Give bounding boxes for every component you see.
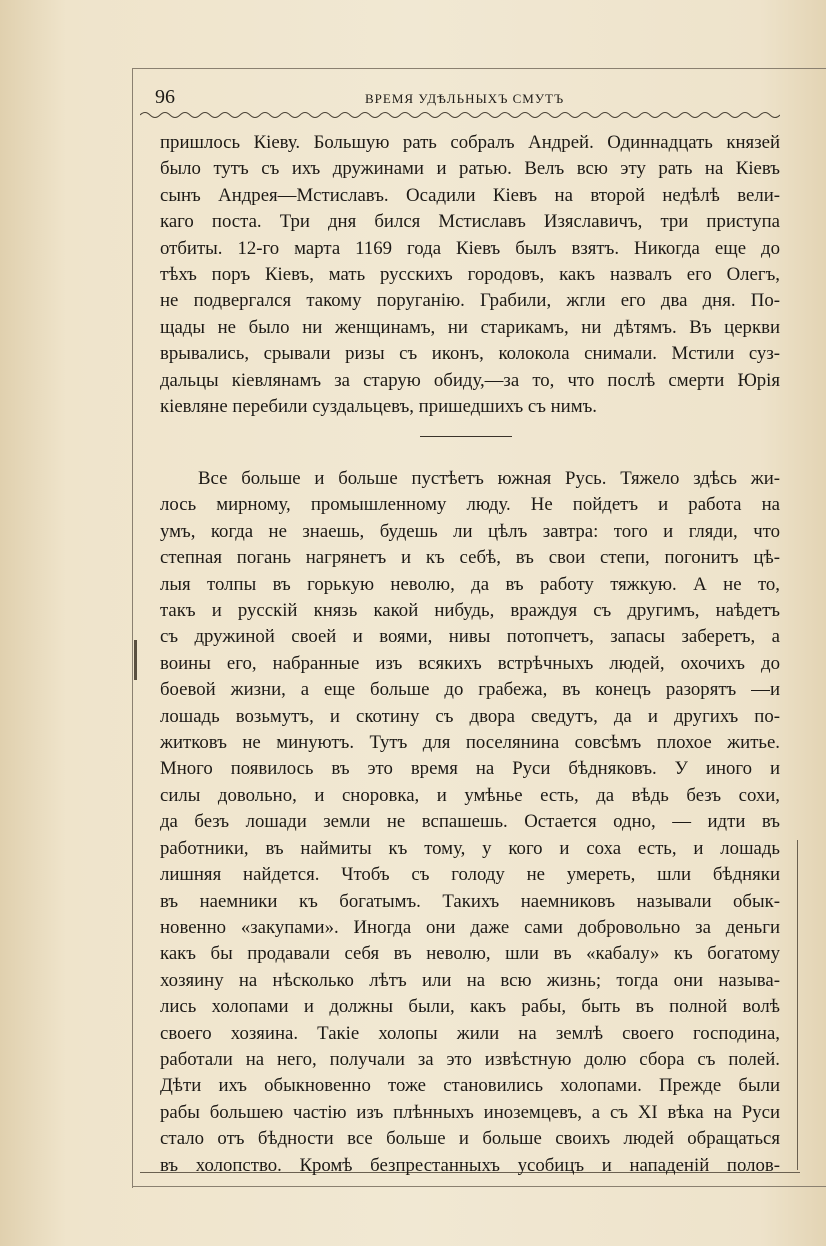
text-line: умъ, когда не знаешь, будешь ли цѣлъ завтра: того и гляди, что [160, 520, 780, 542]
text-line: лыя толпы въ горькую неволю, да въ работу тяжкую. А не то, [160, 573, 780, 595]
text-line: лось мирному, промышленному люду. Не пойдетъ и работа на [160, 494, 780, 516]
text-line: лишняя найдется. Чтобъ съ голоду не умереть, шли бѣдняки [160, 864, 780, 886]
text-line: въ наемники къ богатымъ. Такихъ наемниковъ называли обык- [160, 890, 780, 912]
paragraph-2 [160, 466, 780, 1179]
text-line: такъ и русскій князь какой нибудь, враждуя съ другимъ, наѣдетъ [160, 600, 780, 622]
text-line: лись холопами и должны были, какъ рабы, быть въ полной волѣ [160, 996, 780, 1018]
text-line: работники, въ наймиты къ тому, у кого и соха есть, и лошадь [160, 837, 780, 859]
text-line: Все больше и больше пустѣетъ южная Русь. Тяжело здѣсь жи- [198, 468, 780, 489]
text-line: сынъ Андрея—Мстиславъ. Осадили Кіевъ на второй недѣлѣ вели- [160, 184, 780, 206]
text-line: каго поста. Три дня бился Мстиславъ Изяславичъ, три приступа [160, 211, 780, 233]
text-line: тѣхъ поръ Кіевъ, мать русскихъ городовъ, какъ назвалъ его Олегъ, [160, 264, 780, 286]
paragraph-1 [160, 130, 780, 420]
text-line: стало отъ бѣдности все больше и больше своихъ людей обращаться [160, 1128, 780, 1150]
text-line: хозяину на нѣсколько лѣтъ или на всю жизнь; тогда они называ- [160, 969, 780, 991]
text-line: пришлось Кіеву. Большую рать собралъ Андрей. Одиннадцать князей [160, 132, 780, 153]
text-line: кіевляне перебили суздальцевъ, пришедшихъ съ нимъ. [160, 396, 598, 418]
header-ornament-rule [140, 106, 780, 120]
running-title: ВРЕМЯ УДѢЛЬНЫХЪ СМУТЪ [365, 91, 565, 106]
section-divider [420, 436, 512, 437]
text-line: съ дружиной своей и воями, нивы потопчетъ, запасы заберетъ, а [160, 626, 780, 648]
page-number: 96 [155, 86, 175, 108]
text-line: степная погань нагрянетъ и къ себѣ, въ свои степи, погонитъ цѣ- [160, 547, 780, 569]
text-line: силы довольно, и сноровка, и умѣнье есть, да вѣдь безъ сохи, [160, 784, 780, 806]
text-line: въ холопство. Кромѣ безпрестанныхъ усобицъ и нападеній полов- [160, 1154, 780, 1176]
text-line: врывались, срывали ризы съ иконъ, колокола снимали. Мстили суз- [160, 343, 780, 365]
text-line: житковъ не минуютъ. Тутъ для поселянина совсѣмъ плохое житье. [160, 732, 780, 754]
text-line: было тутъ съ ихъ дружинами и ратью. Велъ всю эту рать на Кіевъ [160, 158, 780, 180]
text-line: лошадь возьмутъ, и скотину съ двора сведутъ, да и другихъ по- [160, 705, 780, 727]
text-line: щады не было ни женщинамъ, ни старикамъ, ни дѣтямъ. Въ церкви [160, 316, 780, 338]
text-line: своего хозяина. Такіе холопы жили на землѣ своего господина, [160, 1022, 780, 1044]
text-line: рабы большею частію изъ плѣнныхъ иноземцевъ, а съ XI вѣка на Руси [160, 1101, 780, 1123]
text-line: дальцы кіевлянамъ за старую обиду,—за то, что послѣ смерти Юрія [160, 369, 780, 391]
text-line: не подвергался такому поруганію. Грабили, жгли его два дня. По- [160, 290, 780, 312]
text-line: Много появилось въ это время на Руси бѣдняковъ. У иного и [160, 758, 780, 780]
text-line: воины его, набранные изъ всякихъ встрѣчныхъ людей, охочихъ до [160, 652, 780, 674]
text-line: Дѣти ихъ обыкновенно тоже становились холопами. Прежде были [160, 1075, 780, 1097]
text-line: боевой жизни, а еще больше до грабежа, въ конецъ разорятъ —и [160, 679, 780, 701]
page-frame-left [132, 68, 133, 1188]
text-line: работали на него, получали за это извѣстную долю сбора съ полей. [160, 1048, 780, 1070]
page-frame-bottom [132, 1186, 826, 1187]
text-line: отбиты. 12-го марта 1169 года Кіевъ былъ взятъ. Никогда еще до [160, 237, 780, 259]
text-line: какъ бы продавали себя въ неволю, шли въ «кабалу» къ богатому [160, 943, 780, 965]
page-edge-right [797, 840, 798, 1170]
text-line: новенно «закупами». Иногда они даже сами добровольно за деньги [160, 916, 780, 938]
gutter-mark [134, 640, 137, 680]
text-line: да безъ лошади земли не вспашешь. Остается одно, — идти въ [160, 811, 780, 833]
page-frame-top [132, 68, 826, 69]
